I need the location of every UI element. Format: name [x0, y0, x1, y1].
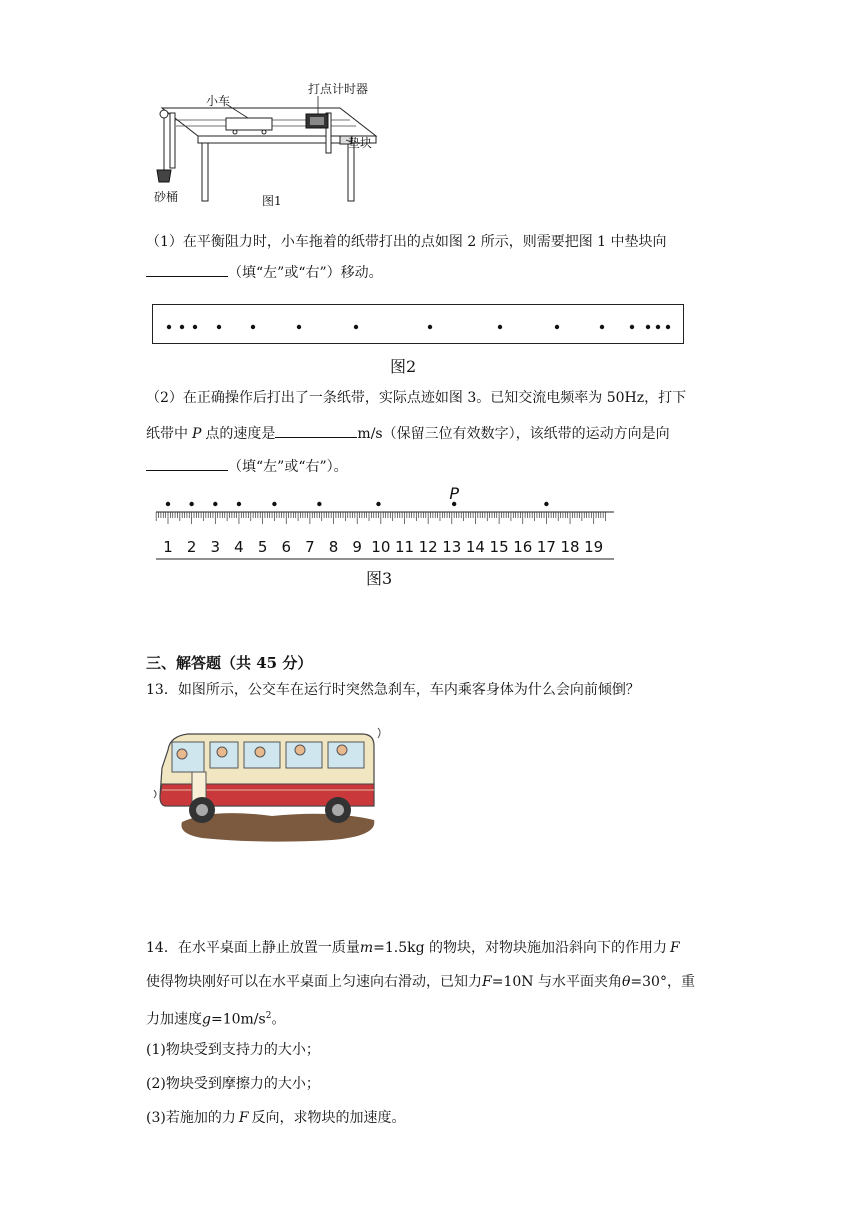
ruler-label: 1 [163, 538, 173, 556]
tape-dot [646, 325, 650, 329]
label-block: 垫块 [348, 136, 373, 150]
ruler-label: 18 [560, 538, 580, 556]
ruler-dot [272, 502, 276, 506]
ruler-dot [237, 502, 241, 506]
figure-1 [140, 78, 380, 210]
q14-l3-end: 。 [271, 1011, 286, 1028]
q2-line3-suffix: （填“左”或“右”）。 [228, 459, 348, 475]
tape-dot [600, 325, 604, 329]
ruler-label: 9 [352, 538, 362, 556]
ruler-dot [376, 502, 380, 506]
ruler-label: 13 [442, 538, 462, 556]
q14-var-f: F [670, 940, 680, 956]
q2-line3 [146, 456, 348, 477]
q14-item3-pre: (3)若施加的力 [146, 1110, 236, 1126]
tape-dot [666, 325, 670, 329]
tape-dot [555, 325, 559, 329]
figure-2-tape [152, 304, 684, 344]
ruler-label: 2 [186, 538, 197, 556]
q2-line2-unit: m/s（保留三位有效数字），该纸带的运动方向是向 [357, 426, 670, 442]
ruler-label: 15 [489, 538, 509, 556]
q2-var-p: P [192, 426, 202, 442]
q14-l2-pre: 使得物块刚好可以在水平桌面上匀速向右滑动，已知力 [146, 974, 482, 990]
tape-dots [153, 305, 683, 343]
tape-dot [180, 325, 184, 329]
q14-item3 [146, 1108, 406, 1128]
label-car: 小车 [206, 94, 231, 108]
ruler-dot [189, 502, 193, 506]
ruler-label: 10 [371, 538, 391, 556]
ruler-dot [544, 502, 548, 506]
ruler-dot [166, 502, 170, 506]
tape-dot [630, 325, 634, 329]
tape-dot [297, 325, 301, 329]
q1-line1 [146, 232, 667, 252]
tape-dot [193, 325, 197, 329]
q14-l2-mid: =10N 与水平面夹角 [491, 974, 622, 990]
q14-var-g: g [202, 1011, 211, 1028]
q1-prefix: （1）在平衡阻力时，小车拖着的纸带打出的点如图 2 所示，则需要把图 1 中垫块向 [146, 234, 667, 250]
tape-dot [251, 325, 255, 329]
q14-l1-pre: 14．在水平桌面上静止放置一质量 [146, 940, 360, 956]
q2-line2-pre: 纸带中 [146, 426, 188, 442]
q2-line1 [146, 388, 686, 408]
ruler-label: 14 [465, 538, 485, 556]
label-timer: 打点计时器 [308, 82, 369, 96]
tape-dot [656, 325, 660, 329]
bus-drawing [152, 720, 384, 844]
q14-l3-val: =10m/s [210, 1011, 266, 1028]
tape-dot [498, 325, 502, 329]
q14-line3 [146, 1006, 285, 1030]
q14-line1 [146, 938, 680, 958]
tape-dot [354, 325, 358, 329]
ruler-label: 5 [257, 538, 268, 556]
q13-text: 13．如图所示，公交车在运行时突然急刹车，车内乘客身体为什么会向前倾倒？ [146, 682, 640, 698]
q14-l3-sup: 2 [265, 1011, 272, 1021]
q2-direction-blank[interactable] [146, 456, 228, 471]
tape-dot [217, 325, 221, 329]
ruler-label: 16 [513, 538, 533, 556]
q14-l3-pre: 力加速度 [146, 1011, 202, 1028]
ruler-label: 4 [234, 538, 244, 556]
bus-illustration [152, 720, 384, 844]
q14-item1: (1)物块受到支持力的大小； [146, 1042, 320, 1058]
figure-3 [152, 486, 622, 586]
q14-item3-end: 反向，求物块的加速度。 [251, 1110, 406, 1126]
section-3-heading: 三、解答题（共 45 分） [146, 654, 313, 672]
figure-3-caption: 图3 [366, 569, 393, 588]
point-p-label: P [449, 486, 459, 503]
ruler-label: 12 [418, 538, 438, 556]
q14-var-f3: F [238, 1110, 249, 1126]
q14-var-f2: F [482, 974, 492, 990]
q14-var-m: m [359, 940, 374, 956]
label-bucket: 砂桶 [154, 190, 179, 204]
ruler-label: 17 [536, 538, 556, 556]
q2-line2 [146, 423, 670, 444]
ruler-label: 6 [281, 538, 292, 556]
q14-line2 [146, 972, 695, 992]
q2-line2-mid: 点的速度是 [205, 426, 276, 442]
q2-speed-blank[interactable] [275, 423, 357, 438]
q14-l2-end: =30°，重 [630, 974, 695, 990]
ruler-dot [213, 502, 217, 506]
q14-l1-mval: =1.5kg 的物块，对物块施加沿斜向下的作用力 [373, 940, 667, 956]
figure-2-caption: 图2 [390, 357, 417, 376]
q14-item2: (2)物块受到摩擦力的大小； [146, 1076, 320, 1092]
tape-dot [167, 325, 171, 329]
ruler-label: 3 [210, 538, 221, 556]
tape-dot [428, 325, 432, 329]
q1-answer-blank[interactable] [146, 262, 228, 277]
ruler-drawing [152, 486, 622, 562]
ruler-label: 11 [394, 538, 415, 556]
ruler-label: 19 [584, 538, 604, 556]
ruler-dot [317, 502, 321, 506]
figure-1-caption: 图1 [262, 194, 282, 208]
ruler-label: 7 [305, 538, 315, 556]
q14-var-theta: θ [621, 974, 631, 990]
q1-suffix: （填“左”或“右”）移动。 [228, 265, 383, 281]
q2-line1-text: （2）在正确操作后打出了一条纸带，实际点迹如图 3。已知交流电频率为 50Hz，打下 [146, 390, 687, 406]
ruler-label: 8 [328, 538, 339, 556]
q1-line2 [146, 262, 383, 283]
